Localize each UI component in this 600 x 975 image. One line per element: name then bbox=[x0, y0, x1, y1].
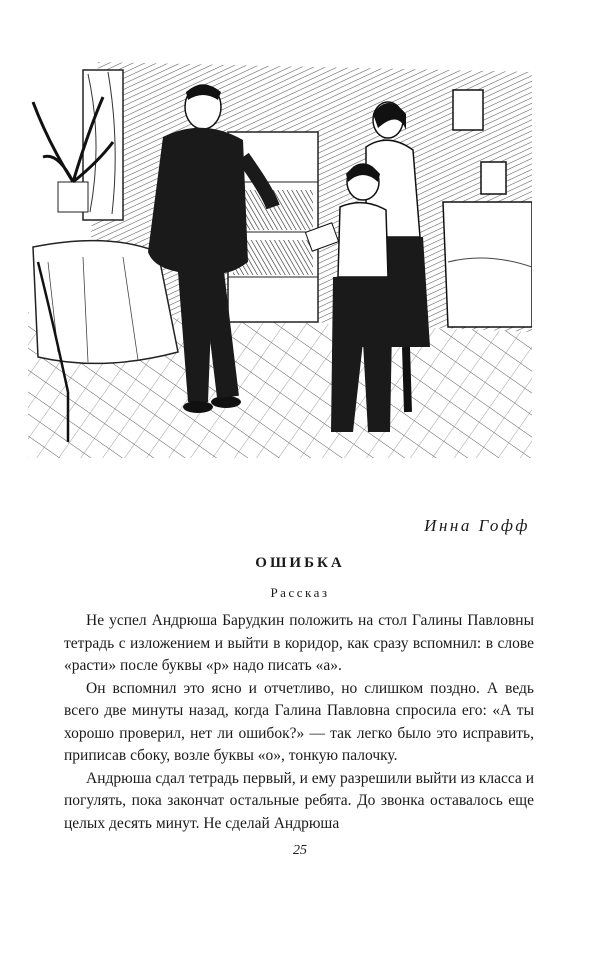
paragraph: Не успел Андрюша Барудкин положить на стол Галины Павловны тетрадь с изложением и выйти в коридор, как сразу вспомнил: в слове «расти» после буквы «р» надо писать «а». bbox=[64, 612, 534, 674]
author-name: Инна Гофф bbox=[424, 516, 530, 535]
page-number: 25 bbox=[293, 843, 307, 858]
paragraph: Андрюша сдал тетрадь первый, и ему разрешили выйти из класса и погулять, пока закончат остальные ребята. До звонка оставалось еще целых десять минут. Не сделай Андрюша bbox=[64, 769, 534, 832]
story-body bbox=[64, 610, 534, 835]
story-subtitle: Рассказ bbox=[270, 585, 330, 600]
paragraph: Он вспомнил это ясно и отчетливо, но слишком поздно. А ведь всего две минуты назад, когда Галина Павловна спросила его: «А ты хорошо проверил, нет ли ошибок?» — так легко было это исправить, приписав сбоку, возле буквы «о», тонкую палочку. bbox=[64, 679, 534, 764]
story-title: ОШИБКА bbox=[255, 555, 345, 571]
story-illustration-icon bbox=[28, 62, 532, 458]
